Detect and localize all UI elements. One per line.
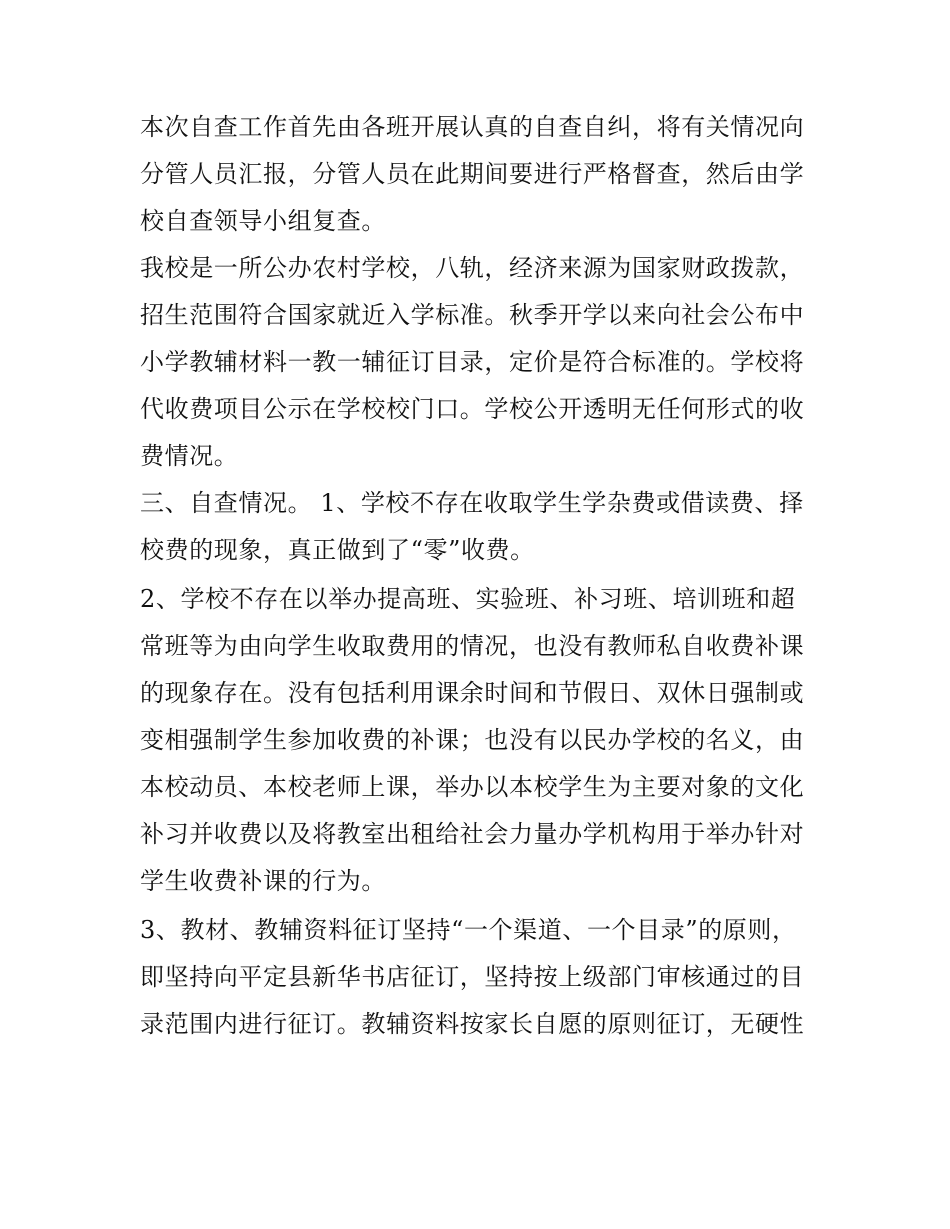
text-line: 小学教辅材料一教一辅征订目录，定价是符合标准的。学校将 <box>140 348 805 376</box>
text-line: 本校动员、本校老师上课，举办以本校学生为主要对象的文化 <box>140 773 805 801</box>
text-line: 代收费项目公示在学校校门口。学校公开透明无任何形式的收 <box>140 395 805 423</box>
text-line: 三、自查情况。 1、学校不存在收取学生学杂费或借读费、择 <box>140 489 804 517</box>
text-line: 2、学校不存在以举办提高班、实验班、补习班、培训班和超 <box>140 585 796 613</box>
text-line: 3、教材、教辅资料征订坚持“一个渠道、一个目录”的原则， <box>140 916 797 944</box>
text-line: 校费的现象，真正做到了“零”收费。 <box>140 536 535 564</box>
paragraph-item-three <box>140 907 820 1048</box>
text-line: 招生范围符合国家就近入学标准。秋季开学以来向社会公布中 <box>140 301 805 329</box>
text-line: 补习并收费以及将教室出租给社会力量办学机构用于举办针对 <box>140 820 805 848</box>
text-line: 分管人员汇报，分管人员在此期间要进行严格督查，然后由学 <box>140 160 805 188</box>
text-line: 即坚持向平定县新华书店征订，坚持按上级部门审核通过的目 <box>140 963 805 991</box>
paragraph-section-three <box>140 480 820 574</box>
text-line: 变相强制学生参加收费的补课；也没有以民办学校的名义，由 <box>140 726 805 754</box>
text-line: 常班等为由向学生收取费用的情况，也没有教师私自收费补课 <box>140 632 805 660</box>
paragraph-item-two <box>140 576 820 905</box>
paragraph-school-overview <box>140 245 820 480</box>
text-line: 校自查领导小组复查。 <box>140 207 386 235</box>
text-line: 录范围内进行征订。教辅资料按家长自愿的原则征订，无硬性 <box>140 1010 805 1038</box>
text-line: 费情况。 <box>140 442 239 470</box>
text-line: 我校是一所公办农村学校，八轨，经济来源为国家财政拨款， <box>140 254 805 282</box>
text-line: 的现象存在。没有包括利用课余时间和节假日、双休日强制或 <box>140 679 805 707</box>
document-body <box>140 104 820 1048</box>
text-line: 学生收费补课的行为。 <box>140 867 386 895</box>
text-line: 本次自查工作首先由各班开展认真的自查自纠，将有关情况向 <box>140 113 805 141</box>
paragraph-self-check-process <box>140 104 820 245</box>
